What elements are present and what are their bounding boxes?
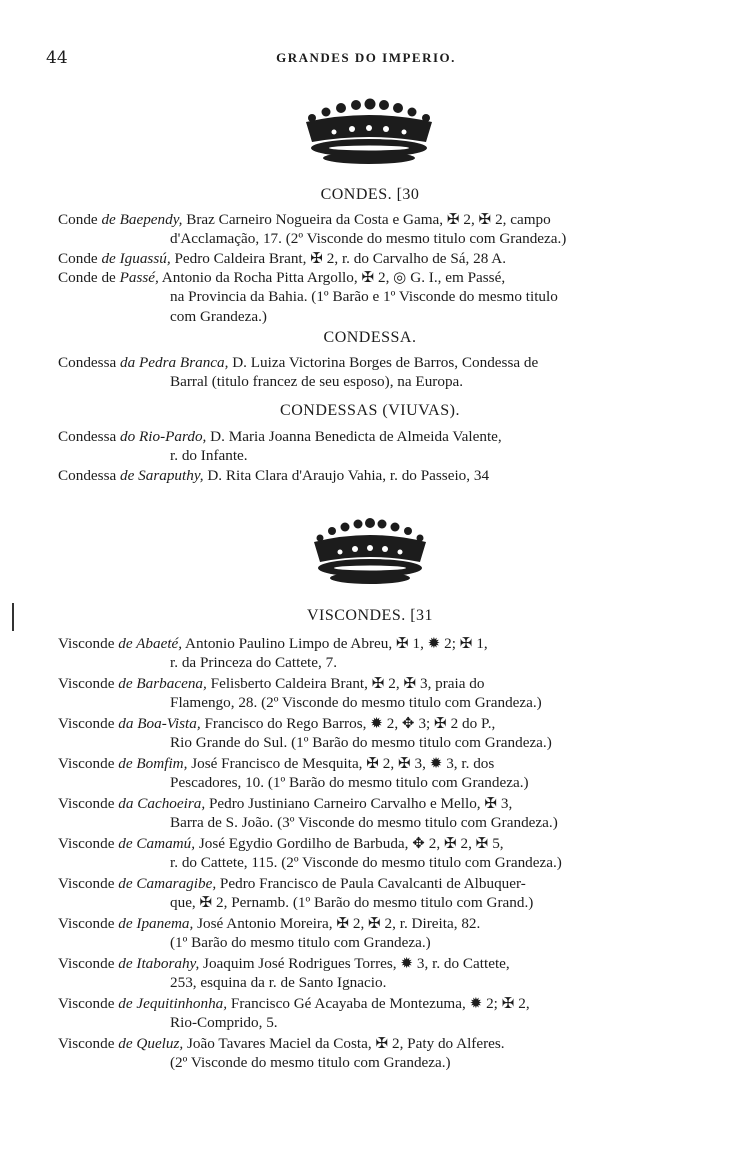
entry-line: Visconde de Ipanema, José Antonio Moreira, ✠ 2, ✠ 2, r. Direita, 82. xyxy=(58,915,481,932)
entry-line: Pescadores, 10. (1º Barão do mesmo titulo com Grandeza.) xyxy=(170,774,529,792)
count-coronet-icon xyxy=(294,96,444,168)
entry-condessa-pedra-branca xyxy=(58,353,678,392)
entry-line: na Provincia da Bahia. (1º Barão e 1º Visconde do mesmo titulo xyxy=(170,288,558,306)
entry-condessa-rio-pardo xyxy=(58,427,678,466)
entry-line: r. do Infante. xyxy=(170,447,248,465)
margin-mark xyxy=(12,603,14,631)
entry-visconde-abaete xyxy=(58,634,678,673)
entry-visconde-camaragibe xyxy=(58,874,678,913)
section-heading-condessas-viuvas: CONDESSAS (VIUVAS). xyxy=(280,402,460,419)
entry-line: Visconde da Cachoeira, Pedro Justiniano Carneiro Carvalho e Mello, ✠ 3, xyxy=(58,795,513,812)
entry-visconde-queluz xyxy=(58,1034,678,1073)
entry-line: que, ✠ 2, Pernamb. (1º Barão do mesmo titulo com Grand.) xyxy=(170,894,534,912)
page-number: 44 xyxy=(46,48,68,68)
entry-line: Rio Grande do Sul. (1º Barão do mesmo titulo com Grandeza.) xyxy=(170,734,552,752)
entry-line: 253, esquina da r. de Santo Ignacio. xyxy=(170,974,387,992)
entry-condessa-saraputhy xyxy=(58,466,678,485)
entry-line: r. da Princeza do Cattete, 7. xyxy=(170,654,338,672)
entry-line: Visconde de Bomfim, José Francisco de Mesquita, ✠ 2, ✠ 3, ✹ 3, r. dos xyxy=(58,755,495,772)
entry-line: Barral (titulo francez de seu esposo), na Europa. xyxy=(170,373,464,391)
entry-line: d'Acclamação, 17. (2º Visconde do mesmo titulo com Grandeza.) xyxy=(170,230,567,248)
entry-line: Flamengo, 28. (2º Visconde do mesmo titulo com Grandeza.) xyxy=(170,694,542,712)
entry-visconde-camamu xyxy=(58,834,678,873)
entry-line: Condessa do Rio-Pardo, D. Maria Joanna Benedicta de Almeida Valente, xyxy=(58,428,502,445)
entry-line: Visconde da Boa-Vista, Francisco do Rego Barros, ✹ 2, ✥ 3; ✠ 2 do P., xyxy=(58,715,496,732)
entry-line: Rio-Comprido, 5. xyxy=(170,1014,278,1032)
entry-visconde-jequitinhonha xyxy=(58,994,678,1033)
entry-line: Conde de Baependy, Braz Carneiro Nogueira da Costa e Gama, ✠ 2, ✠ 2, campo xyxy=(58,211,551,228)
section-heading-condes: CONDES. [30 xyxy=(320,186,420,203)
entry-line: (1º Barão do mesmo titulo com Grandeza.) xyxy=(170,934,431,952)
entry-line: Condessa de Saraputhy, D. Rita Clara d'Araujo Vahia, r. do Passeio, 34 xyxy=(58,467,490,484)
entry-line: Visconde de Barbacena, Felisberto Caldeira Brant, ✠ 2, ✠ 3, praia do xyxy=(58,675,485,692)
entry-conde-baependy xyxy=(58,210,678,249)
section-heading-viscondes: VISCONDES. [31 xyxy=(306,607,434,624)
entry-visconde-cachoeira xyxy=(58,794,678,833)
section-heading-condessa: CONDESSA. xyxy=(323,329,417,346)
entry-line: Visconde de Abaeté, Antonio Paulino Limpo de Abreu, ✠ 1, ✹ 2; ✠ 1, xyxy=(58,635,488,652)
entry-line: Barra de S. João. (3º Visconde do mesmo titulo com Grandeza.) xyxy=(170,814,558,832)
entry-line: (2º Visconde do mesmo titulo com Grandeza.) xyxy=(170,1054,451,1072)
entry-line: com Grandeza.) xyxy=(170,307,267,325)
running-title: GRANDES DO IMPERIO. xyxy=(276,50,456,65)
entry-visconde-ipanema xyxy=(58,914,678,953)
viscount-coronet-icon xyxy=(306,516,434,586)
entry-line: Visconde de Itaborahy, Joaquim José Rodrigues Torres, ✹ 3, r. do Cattete, xyxy=(58,955,510,972)
entry-line: Visconde de Camaragibe, Pedro Francisco de Paula Cavalcanti de Albuquer- xyxy=(58,875,526,892)
entry-line: Visconde de Jequitinhonha, Francisco Gé Acayaba de Montezuma, ✹ 2; ✠ 2, xyxy=(58,995,530,1012)
entry-visconde-itaborahy xyxy=(58,954,678,993)
entry-line: Condessa da Pedra Branca, D. Luiza Victorina Borges de Barros, Condessa de xyxy=(58,354,539,371)
entry-visconde-boa-vista xyxy=(58,714,678,753)
entry-conde-passe xyxy=(58,268,678,326)
entry-line: Conde de Iguassú, Pedro Caldeira Brant, ✠ 2, r. do Carvalho de Sá, 28 A. xyxy=(58,250,507,267)
entry-line: Visconde de Queluz, João Tavares Maciel da Costa, ✠ 2, Paty do Alferes. xyxy=(58,1035,505,1052)
entry-line: Visconde de Camamú, José Egydio Gordilho de Barbuda, ✥ 2, ✠ 2, ✠ 5, xyxy=(58,835,504,852)
page-header xyxy=(46,48,686,72)
entry-visconde-barbacena xyxy=(58,674,678,713)
entry-line: Conde de Passé, Antonio da Rocha Pitta Argollo, ✠ 2, ◎ G. I., em Passé, xyxy=(58,269,506,286)
entry-conde-iguassu xyxy=(58,249,678,268)
entry-visconde-bomfim xyxy=(58,754,678,793)
entry-line: r. do Cattete, 115. (2º Visconde do mesmo titulo com Grandeza.) xyxy=(170,854,562,872)
